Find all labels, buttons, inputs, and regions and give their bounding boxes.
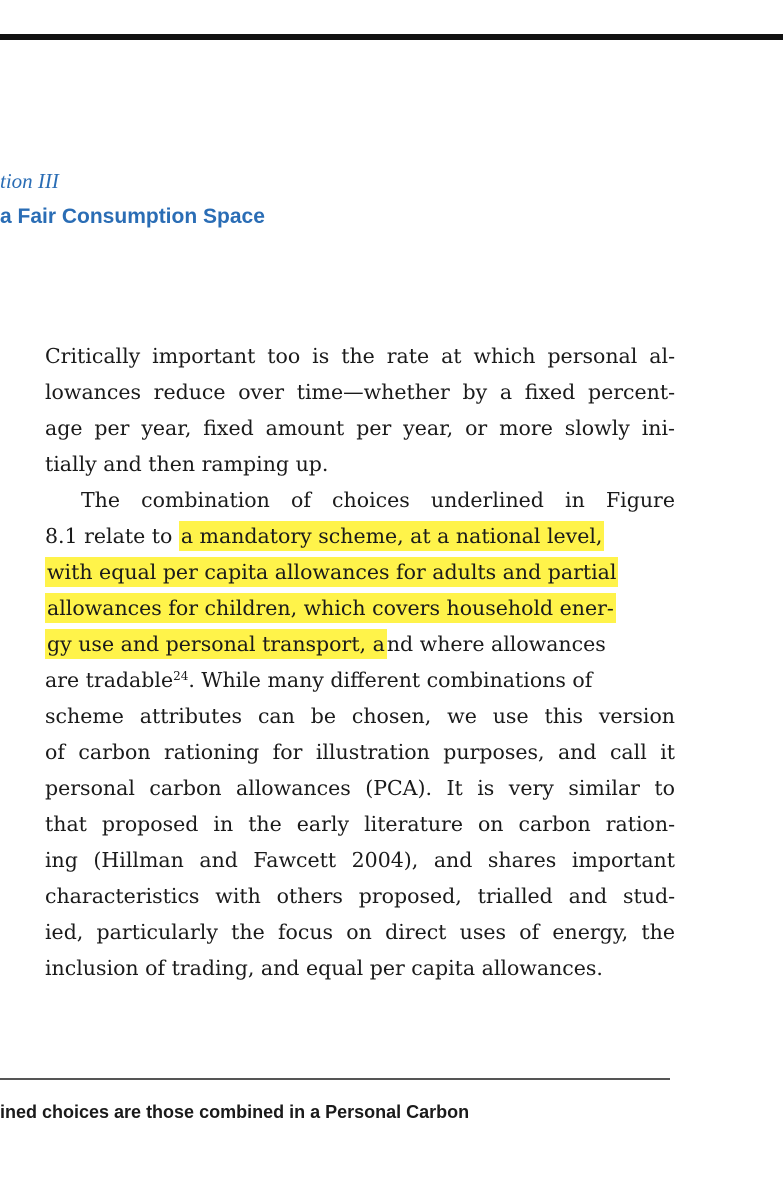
text-line: tially and then ramping up. — [45, 452, 329, 476]
body-text — [45, 338, 675, 986]
text-line: age per year, fixed amount per year, or more slowly ini- — [45, 416, 675, 440]
text-line: of carbon rationing for illustration purposes, and call it — [45, 740, 675, 764]
text-line — [45, 626, 675, 662]
footnote-marker[interactable]: 24 — [173, 669, 189, 683]
section-label: tion III — [0, 169, 59, 193]
text-line: inclusion of trading, and equal per capita allowances. — [45, 956, 603, 980]
highlighted-text: allowances for children, which covers household ener- — [45, 593, 616, 623]
running-header — [0, 168, 265, 230]
text-line: characteristics with others proposed, trialled and stud- — [45, 884, 675, 908]
highlighted-text: gy use and personal transport, a — [45, 629, 387, 659]
text-segment: nd where allowances — [386, 632, 606, 656]
text-line: that proposed in the early literature on carbon ration- — [45, 812, 675, 836]
text-line: scheme attributes can be chosen, we use this version — [45, 704, 675, 728]
footnote-divider — [0, 1078, 670, 1080]
text-line — [45, 590, 675, 626]
highlighted-text: a mandatory scheme, at a national level, — [179, 521, 605, 551]
text-line: ing (Hillman and Fawcett 2004), and shares important — [45, 848, 675, 872]
text-segment: are tradable — [45, 668, 174, 692]
text-segment: . While many different combinations of — [188, 668, 593, 692]
highlighted-text: with equal per capita allowances for adults and partial — [45, 557, 618, 587]
paragraph-2 — [45, 482, 675, 986]
text-line: lowances reduce over time—whether by a fixed percent- — [45, 380, 675, 404]
text-line: personal carbon allowances (PCA). It is very similar to — [45, 776, 675, 800]
text-line: Critically important too is the rate at which personal al- — [45, 344, 675, 368]
chapter-title: a Fair Consumption Space — [0, 205, 265, 228]
text-line — [45, 554, 675, 590]
text-line — [45, 518, 675, 554]
text-segment: 8.1 relate to — [45, 524, 179, 548]
footnote-text: ined choices are those combined in a Personal Carbon — [0, 1102, 470, 1122]
paragraph-1 — [45, 338, 675, 482]
text-line: ied, particularly the focus on direct uses of energy, the — [45, 920, 675, 944]
text-line — [45, 662, 675, 698]
text-line: The combination of choices underlined in Figure — [81, 488, 675, 512]
top-rule — [0, 34, 783, 40]
